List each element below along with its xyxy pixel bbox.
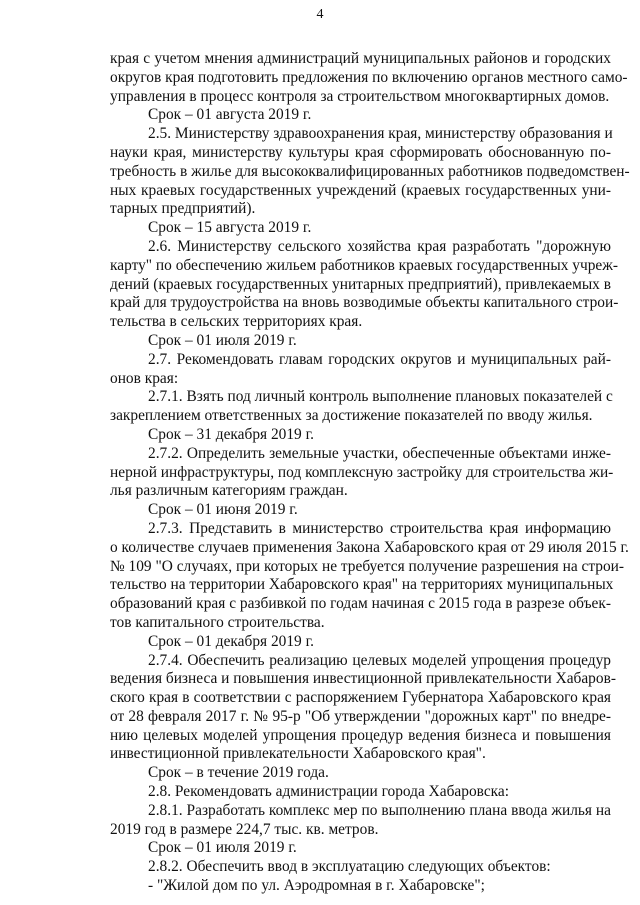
text-line: от 28 февраля 2017 г. № 95-р "Об утверждении "дорожных карт" по внедре- [110, 707, 611, 725]
text-line: № 109 "О случаях, при которых не требуется получение разрешения на строи- [110, 557, 625, 575]
text-line: инвестиционной привлекательности Хабаровского края". [110, 745, 486, 763]
text-line: ных краевых государственных учреждений (краевых государственных уни- [110, 181, 611, 199]
text-line: 2.7. Рекомендовать главам городских округов и муниципальных рай- [148, 350, 611, 368]
text-line: 2.7.1. Взять под личный контроль выполнение плановых показателей с [148, 388, 613, 406]
text-line: 2.7.4. Обеспечить реализацию целевых моделей упрощения процедур [148, 651, 611, 669]
deadline-line: Срок – 01 июля 2019 г. [148, 839, 297, 857]
text-line: тельства в сельских территориях края. [110, 313, 363, 331]
text-line: нию целевых моделей упрощения процедур ведения бизнеса и повышения [110, 726, 611, 744]
text-line: карту" по обеспечению жильем работников краевых государственных учреж- [110, 256, 619, 274]
text-line: управления в процесс контроля за строительством многоквартирных домов. [110, 87, 610, 105]
text-line: дений (краевых государственных унитарных предприятий), привлекаемых в [110, 275, 611, 293]
text-line: ского края в соответствии с распоряжением Губернатора Хабаровского края [110, 689, 611, 707]
text-line: 2019 год в размере 224,7 тыс. кв. метров. [110, 820, 379, 838]
text-line: нерной инфраструктуры, под комплексную застройку для строительства жи- [110, 463, 614, 481]
text-line: 2.5. Министерству здравоохранения края, министерству образования и [148, 125, 613, 143]
page-number: 4 [316, 7, 324, 22]
text-line: 2.6. Министерству сельского хозяйства края разработать "дорожную [148, 237, 611, 255]
deadline-line: Срок – 15 августа 2019 г. [148, 219, 312, 237]
text-line: 2.8.2. Обеспечить ввод в эксплуатацию следующих объектов: [148, 858, 551, 876]
deadline-line: Срок – 01 декабря 2019 г. [148, 632, 315, 650]
text-line: 2.7.2. Определить земельные участки, обеспеченные объектами инже- [148, 444, 611, 462]
text-line: край для трудоустройства на вновь возводимые объекты капитального строи- [110, 294, 619, 312]
deadline-line: Срок – 31 декабря 2019 г. [148, 425, 315, 443]
deadline-line: Срок – 01 августа 2019 г. [148, 106, 312, 124]
text-line: ведения бизнеса и повышения инвестиционной привлекательности Хабаров- [110, 670, 616, 688]
text-line: тов капитального строительства. [110, 613, 325, 631]
text-line: о количестве случаев применения Закона Хабаровского края от 29 июля 2015 г. [110, 538, 629, 556]
text-line: лья различным категориям граждан. [110, 482, 348, 500]
text-line: закреплением ответственных за достижение показателей по вводу жилья. [110, 407, 593, 425]
text-line: округов края подготовить предложения по включению органов местного само- [110, 68, 628, 86]
text-line: края с учетом мнения администраций муниципальных районов и городских [110, 50, 611, 67]
text-line: требность в жилье для высококвалифицированных работников подведомствен- [110, 162, 630, 180]
text-line: 2.8. Рекомендовать администрации города Хабаровска: [148, 783, 510, 801]
deadline-line: Срок – 01 июня 2019 г. [148, 501, 298, 519]
deadline-line: Срок – 01 июля 2019 г. [148, 331, 297, 349]
text-line: 2.8.1. Разработать комплекс мер по выполнению плана ввода жилья на [148, 801, 611, 819]
text-line: образований края с разбивкой по годам начиная с 2015 года в разрезе объек- [110, 595, 611, 613]
deadline-line: Срок – в течение 2019 года. [148, 764, 329, 782]
text-line: тарных предприятий). [110, 200, 256, 218]
text-line: 2.7.3. Представить в министерство строительства края информацию [148, 519, 611, 537]
text-line: тельство на территории Хабаровского края" на территориях муниципальных [110, 576, 614, 594]
document-body [110, 50, 630, 896]
list-item: - "Жилой дом по ул. Аэродромная в г. Хабаровске"; [148, 877, 485, 895]
text-line: науки края, министерству культуры края сформировать обоснованную по- [110, 143, 611, 161]
text-line: онов края: [110, 369, 179, 387]
